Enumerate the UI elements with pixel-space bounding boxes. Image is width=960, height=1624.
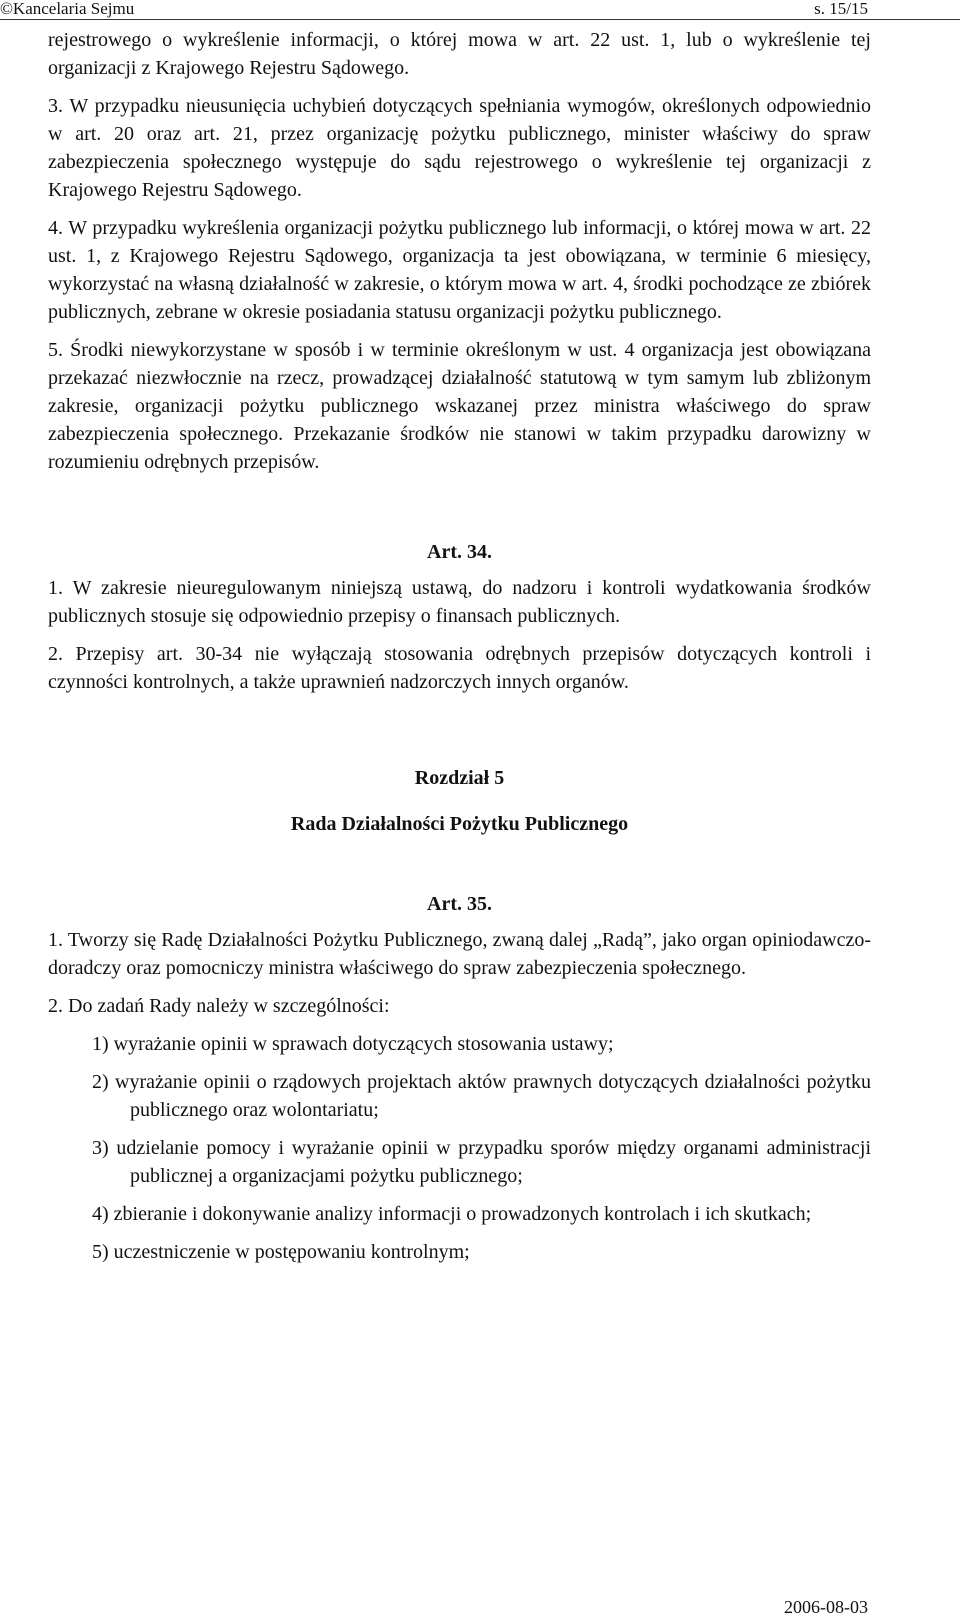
footer-date: 2006-08-03 xyxy=(784,1597,868,1617)
list-item: 5) uczestniczenie w postępowaniu kontrolnym; xyxy=(92,1241,470,1263)
list-item: 2) wyrażanie opinii o rządowych projektach aktów prawnych dotyczących działalności pożytku publicznego oraz wolontariatu; xyxy=(92,1071,871,1121)
article-34-paragraph-2: 2. Przepisy art. 30-34 nie wyłączają stosowania odrębnych przepisów dotyczących kontroli i czynności kontrolnych, a także uprawnień nadzorczych innych organów. xyxy=(48,643,871,693)
page-header xyxy=(0,0,960,22)
document-body xyxy=(48,26,871,1276)
article-34-paragraph-1: 1. W zakresie nieuregulowanym niniejszą ustawą, do nadzoru i kontroli wydatkowania środków publicznych stosuje się odpowiednio przepisy o finansach publicznych. xyxy=(48,577,871,627)
header-page-number: s. 15/15 xyxy=(814,0,868,18)
article-35-paragraph-1: 1. Tworzy się Radę Działalności Pożytku Publicznego, zwaną dalej „Radą”, jako organ opiniodawczo-doradczy oraz pomocniczy ministra właściwego do spraw zabezpieczenia społecznego. xyxy=(48,929,871,979)
list-item: 1) wyrażanie opinii w sprawach dotyczących stosowania ustawy; xyxy=(92,1033,614,1055)
article-35-title: Art. 35. xyxy=(427,893,492,915)
paragraph-3: 3. W przypadku nieusunięcia uchybień dotyczących spełniania wymogów, określonych odpowiednio w art. 20 oraz art. 21, przez organizację pożytku publicznego, minister właściwy do spraw zabezpieczenia społecznego występuje do sądu rejestrowego o wykreślenie tej organizacji z Krajowego Rejestru Sądowego. xyxy=(48,95,871,201)
chapter-number: Rozdział 5 xyxy=(414,767,505,789)
article-35-paragraph-2: 2. Do zadań Rady należy w szczególności: xyxy=(48,995,390,1017)
list-item: 4) zbieranie i dokonywanie analizy informacji o prowadzonych kontrolach i ich skutkach; xyxy=(92,1203,812,1225)
paragraph-continuation: rejestrowego o wykreślenie informacji, o której mowa w art. 22 ust. 1, lub o wykreślenie tej organizacji z Krajowego Rejestru Sądowego. xyxy=(48,29,871,79)
chapter-title: Rada Działalności Pożytku Publicznego xyxy=(290,813,629,835)
paragraph-5: 5. Środki niewykorzystane w sposób i w terminie określonym w ust. 4 organizacja jest obowiązana przekazać niezwłocznie na rzecz, prowadzącej działalność statutową w tym samym lub zbliżonym zakresie, organizacji pożytku publicznego wskazanej przez ministra właściwego do spraw zabezpieczenia społecznego. Przekazanie środków nie stanowi w takim przypadku darowizny w rozumieniu odrębnych przepisów. xyxy=(48,339,871,473)
header-copyright: ©Kancelaria Sejmu xyxy=(0,0,135,18)
paragraph-4: 4. W przypadku wykreślenia organizacji pożytku publicznego lub informacji, o której mowa w art. 22 ust. 1, z Krajowego Rejestru Sądowego, organizacja ta jest obowiązana, w terminie 6 miesięcy, wykorzystać na własną działalność w zakresie, o którym mowa w art. 4, środki pochodzące ze zbiórek publicznych, zebrane w okresie posiadania statusu organizacji pożytku publicznego. xyxy=(48,217,871,323)
article-34-title: Art. 34. xyxy=(427,541,492,563)
list-item: 3) udzielanie pomocy i wyrażanie opinii w przypadku sporów między organami administracji publicznej a organizacjami pożytku publicznego; xyxy=(92,1137,871,1187)
header-divider xyxy=(0,19,960,20)
